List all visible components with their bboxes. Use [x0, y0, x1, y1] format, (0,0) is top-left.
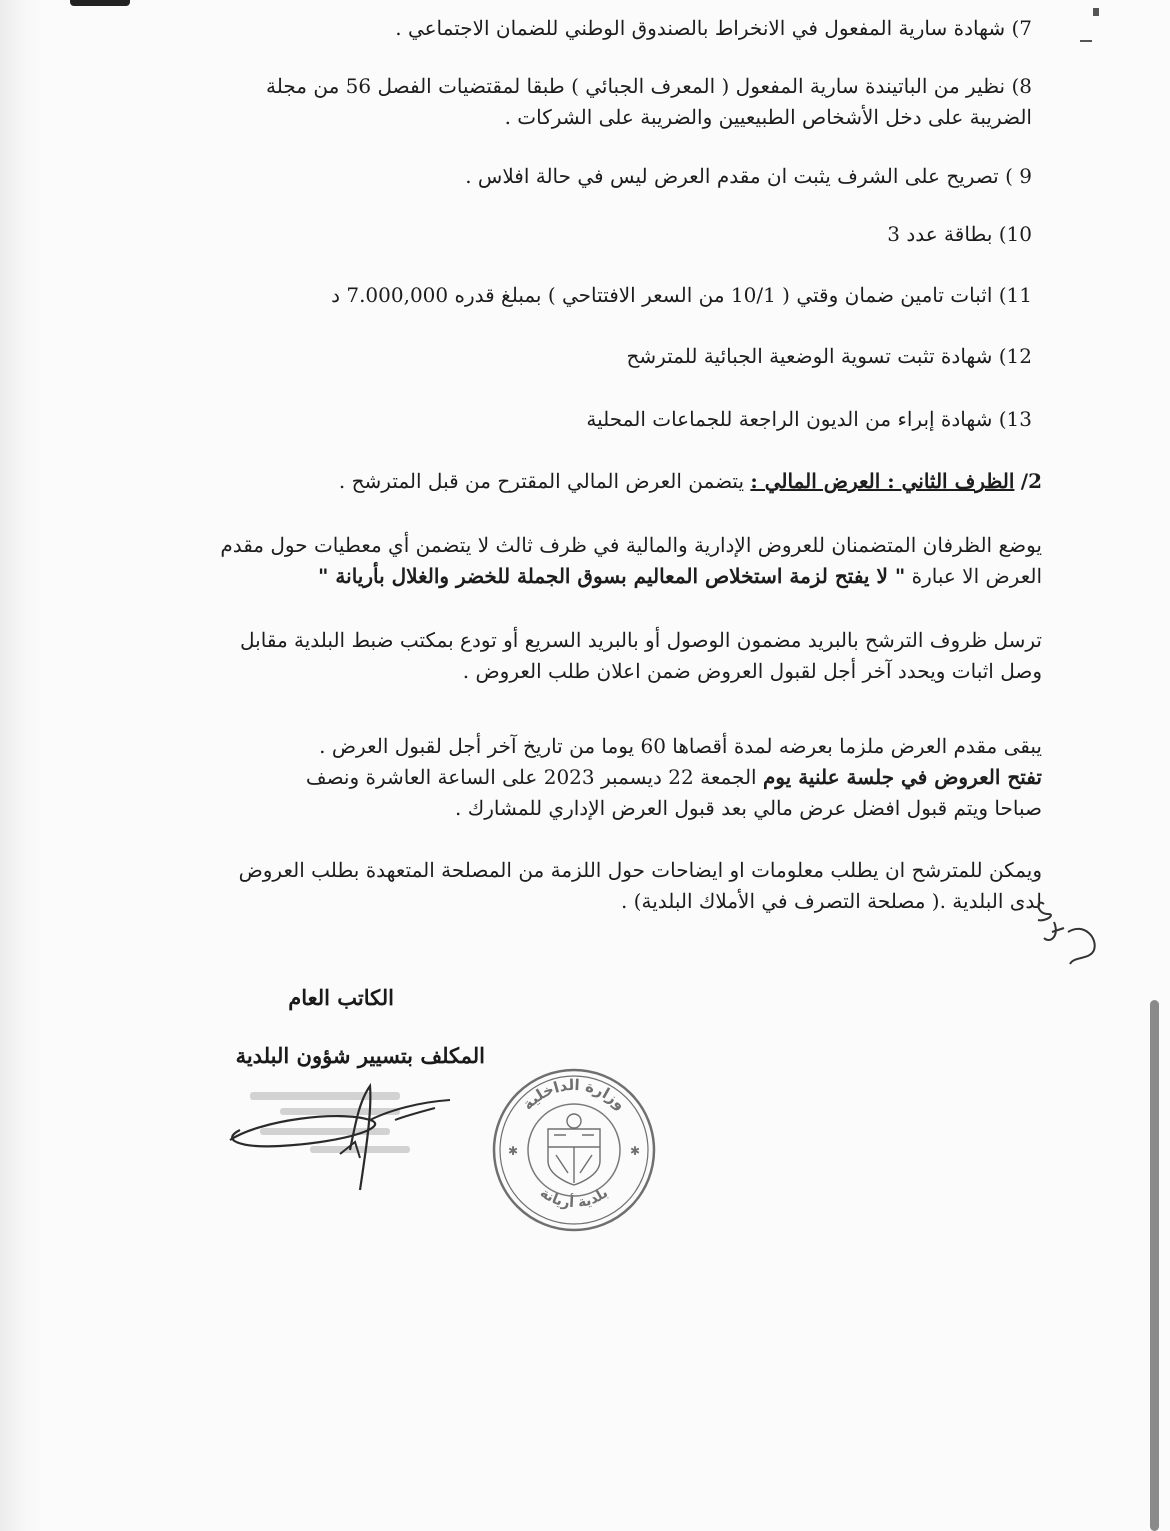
opening-date-time: الجمعة 22 ديسمبر 2023 على الساعة العاشرة ونصف	[305, 765, 757, 789]
signature	[220, 1080, 480, 1195]
signatory-role: المكلف بتسيير شؤون البلدية	[235, 1043, 485, 1068]
vertical-scrollbar-thumb[interactable]	[1150, 1000, 1159, 1531]
margin-mark	[1080, 40, 1092, 42]
svg-text:✱: ✱	[508, 1144, 519, 1158]
svg-text:بلدية أريانة: بلدية أريانة	[536, 1185, 612, 1212]
item-7: 7) شهادة سارية المفعول في الانخراط بالصندوق الوطني للضمان الاجتماعي .	[395, 16, 1032, 40]
handwritten-initials	[1034, 892, 1106, 970]
official-stamp	[486, 1065, 662, 1235]
third-envelope-paragraph: يوضع الظرفان المتضمنان للعروض الإدارية والمالية في ظرف ثالث لا يتضمن أي معطيات حول مقدم العرض الا عبارة " لا يفتح لزمة استخلاص المعاليم بسوق الجملة للخضر والغلال بأريانة "	[220, 533, 1042, 588]
svg-text:✱: ✱	[630, 1144, 641, 1158]
item-10: 10) بطاقة عدد 3	[887, 222, 1032, 246]
item-13: 13) شهادة إبراء من الديون الراجعة للجماعات المحلية	[586, 407, 1032, 431]
item-12: 12) شهادة تثبت تسوية الوضعية الجبائية للمترشح	[626, 344, 1032, 368]
sending-paragraph: ترسل ظروف الترشح بالبريد مضمون الوصول أو بالبريد السريع أو تودع بمكتب ضبط البلدية مقابل وصل اثبات ويحدد آخر أجل لقبول العروض ضمن اعلان طلب العروض .	[240, 628, 1042, 683]
third-envelope-phrase: العرض الا عبارة	[911, 564, 1042, 588]
envelope-2-section	[339, 466, 1042, 497]
information-paragraph: ويمكن للمترشح ان يطلب معلومات او ايضاحات حول اللزمة من المصلحة المتعهدة بطلب العروض لدى البلدية .( مصلحة التصرف في الأملاك البلدية) .	[238, 858, 1042, 913]
top-edge-mark	[70, 0, 130, 6]
opening-session-phrase: تفتح العروض في جلسة علنية يوم	[762, 765, 1042, 789]
item-9: 9 ) تصريح على الشرف يثبت ان مقدم العرض ليس في حالة افلاس .	[465, 164, 1032, 188]
envelope-2-number: 2/	[1020, 469, 1042, 493]
page-left-edge	[0, 0, 42, 1531]
margin-mark	[1093, 8, 1099, 16]
item-11: 11) اثبات تامين ضمان وقتي ( 10/1 من السعر الافتتاحي ) بمبلغ قدره 7.000,000 د	[331, 283, 1032, 307]
signatory-title: الكاتب العام	[288, 985, 394, 1010]
envelope-2-text: يتضمن العرض المالي المقترح من قبل المترشح .	[338, 469, 745, 493]
item-8: 8) نظير من الباتيندة سارية المفعول ( المعرف الجبائي ) طبقا لمقتضيات الفصل 56 من مجلة الضريبة على دخل الأشخاص الطبيعيين والضريبة على الشركات .	[266, 74, 1032, 129]
svg-text:وزارة الداخلية: وزارة الداخلية	[518, 1075, 630, 1114]
third-envelope-inscription: " لا يفتح لزمة استخلاص المعاليم بسوق الجملة للخضر والغلال بأريانة "	[318, 564, 906, 588]
opening-paragraph: يبقى مقدم العرض ملزما بعرضه لمدة أقصاها 60 يوما من تاريخ آخر أجل لقبول العرض . تفتح العروض في جلسة علنية يوم الجمعة 22 ديسمبر 2023 على الساعة العاشرة ونصف صباحا ويتم قبول افضل عرض مالي بعد قبول العرض الإداري للمشارك .	[305, 734, 1042, 820]
envelope-2-heading: الظرف الثاني : العرض المالي :	[750, 469, 1015, 493]
